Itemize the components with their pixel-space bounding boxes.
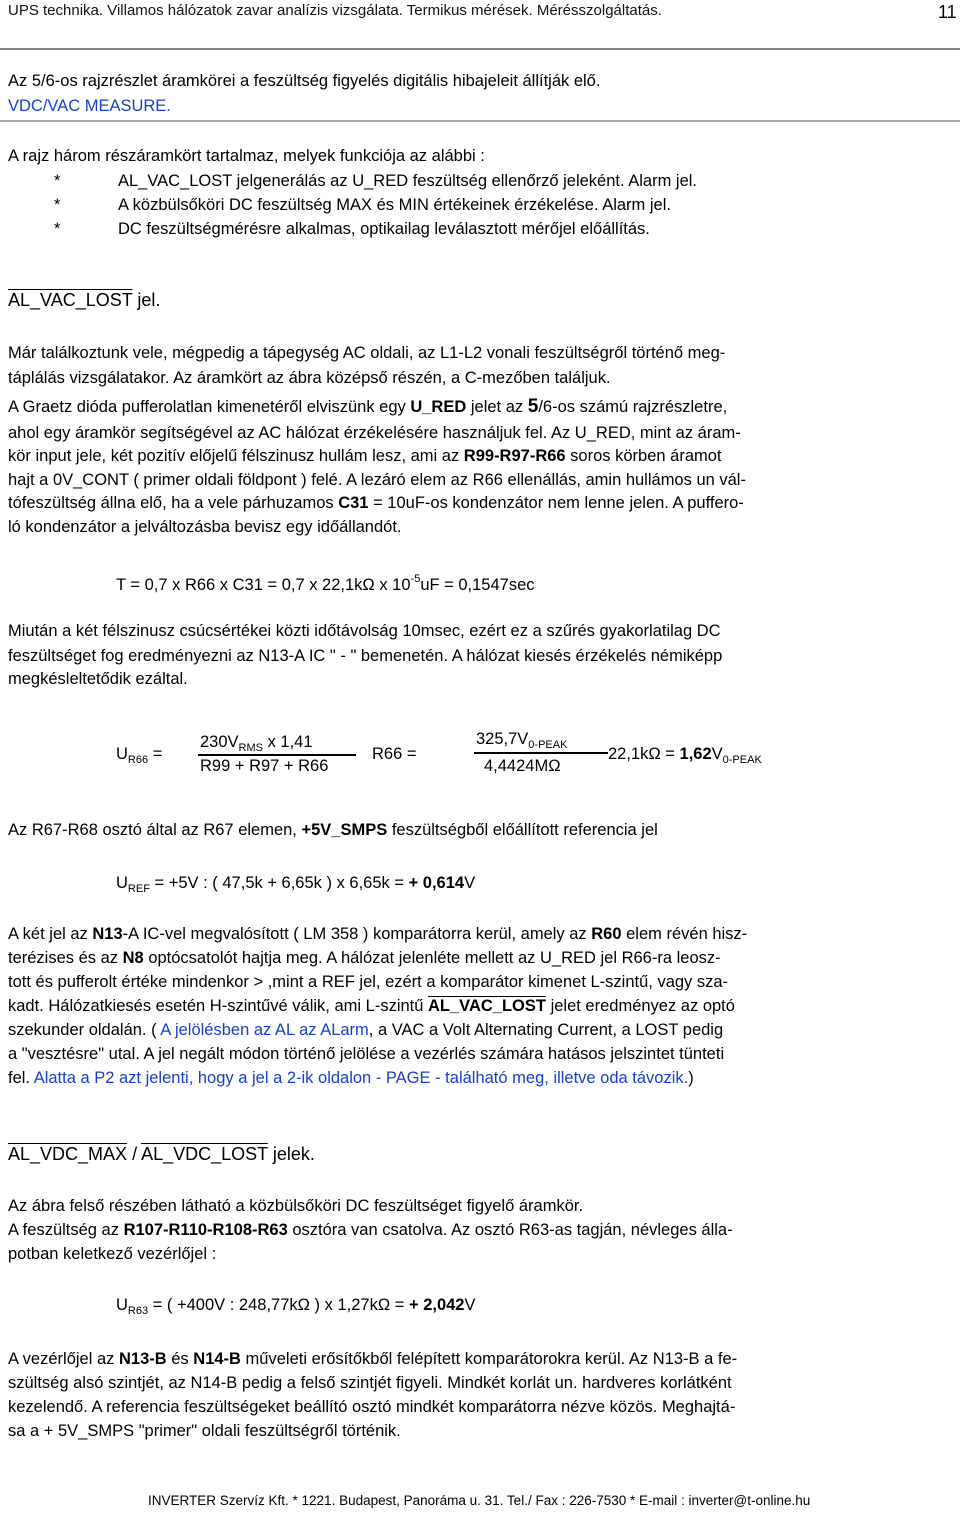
bullet-item: DC feszültségmérésre alkalmas, optikailag leválasztott mérőjel előállítás. <box>118 220 650 238</box>
paragraph-line: szültség alsó szintjét, az N14-B pedig a felső szintjét figyeli. Mindkét korlát un. hardveres korlátként <box>8 1374 732 1392</box>
formula-time-constant: T = 0,7 x R66 x C31 = 0,7 x 22,1kΩ x $10^{-5}uF = 0,1547\sec$ <box>116 573 535 594</box>
intro-measure-label: VDC/VAC MEASURE. <box>8 97 171 115</box>
paragraph-line: A Graetz dióda pufferolatlan kimenetéről elviszünk egy U_RED jelet az 5/6-os számú rajzrészletre, <box>8 396 728 417</box>
paragraph-line: A feszültség az R107-R110-R108-R63 osztóra van csatolva. Az osztó R63-as tagján, névleges álla- <box>8 1221 733 1239</box>
paragraph-line: ahol egy áramkör segítségével az AC hálózat érzékelésére használjuk fel. Az U_RED, mint az áram- <box>8 424 741 442</box>
formula-r66-denominator: 4,4424MΩ <box>484 757 561 775</box>
paragraph-line: Az R67-R68 osztó által az R67 elemen, +5V_SMPS feszültségből előállított referencia jel <box>8 821 658 839</box>
paragraph-line: sa a + 5V_SMPS "primer" oldali feszültségről történik. <box>8 1422 401 1440</box>
paragraph-line: megkésleltetődik ezáltal. <box>8 670 188 688</box>
paragraph-line: Miután a két félszinusz csúcsértékei közti időtávolság 10msec, ezért ez a szűrés gyakorlatilag DC <box>8 622 721 640</box>
bullet-marker: * <box>54 220 61 238</box>
header-divider <box>0 48 960 50</box>
bullet-item: AL_VAC_LOST jelgenerálás az U_RED feszültség ellenőrző jeleként. Alarm jel. <box>118 172 698 190</box>
paragraph-line: táplálás vizsgálatakor. Az áramkört az ábra középső részén, a C-mezőben találjuk. <box>8 369 611 387</box>
paragraph-line: ló kondenzátor a jelváltozásba bevisz egy időállandót. <box>8 518 402 536</box>
paragraph-line: hajt a 0V_CONT ( primer oldali földpont ) felé. A lezáró elem az R66 ellenállás, amin hullámos un vál- <box>8 471 746 489</box>
formula-ur66-lhs: $U_{R66}$ = <box>116 745 163 766</box>
bullet-item: A közbülsőköri DC feszültség MAX és MIN értékeinek érzékelése. Alarm jel. <box>118 196 671 214</box>
bullet-marker: * <box>54 172 61 190</box>
paragraph-line: kör input jele, két pozitív előjelű félszinusz hullám lesz, ami az R99-R97-R66 soros körben áramot <box>8 447 722 465</box>
formula-r66-result: $22,1k\Omega = 1,62V_{0-PEAK}$ <box>608 745 762 766</box>
paragraph-line: Már találkoztunk vele, mégpedig a tápegység AC oldali, az L1-L2 vonali feszültségről történő meg- <box>8 344 726 362</box>
intro-divider <box>0 120 960 122</box>
formula-ur66-numerator: $230V_{RMS}$ x 1,41 <box>200 733 313 754</box>
paragraph-line: A két jel az N13-A IC-vel megvalósított ( LM 358 ) komparátorra kerül, amely az R60 elem révén hisz- <box>8 925 748 943</box>
page-header-title: UPS technika. Villamos hálózatok zavar analízis vizsgálata. Termikus mérések. Mérésszolgáltatás. <box>8 2 662 19</box>
bullet-marker: * <box>54 196 61 214</box>
page-footer: INVERTER Szervíz Kft. * 1221. Budapest, Panoráma u. 31. Tel./ Fax : 226-7530 * E-mail : inverter@t-online.hu <box>148 1493 811 1508</box>
paragraph-line: potban keletkező vezérlőjel : <box>8 1245 217 1263</box>
formula-uref: $U_{REF} = +5V$ : ( 47,5k + 6,65k ) x 6,65k = + 0,614V <box>116 874 476 895</box>
page-number: 11 <box>938 2 957 22</box>
paragraph-line: terézises és az N8 optócsatolót hajtja meg. A hálózat jelenléte mellett az U_RED jel R66-ra leosz- <box>8 949 721 967</box>
formula-ur66-denominator: R99 + R97 + R66 <box>200 757 329 775</box>
parts-lead: A rajz három részáramkört tartalmaz, melyek funkciója az alábbi : <box>8 147 485 165</box>
formula-r66-numerator: $325,7V_{0-PEAK}$ <box>476 730 568 751</box>
formula-ur63: $U_{R63}$ = ( +400V : 248,77kΩ ) x 1,27kΩ = + 2,042V <box>116 1296 476 1317</box>
paragraph-line: Az ábra felső részében látható a közbülsőköri DC feszültséget figyelő áramkör. <box>8 1197 584 1215</box>
formula-r66-lhs: R66 = <box>372 745 417 763</box>
paragraph-line: kezelendő. A referencia feszültségeket beállító osztó mindkét komparátorra nézve közös. Meghajtá- <box>8 1398 736 1416</box>
paragraph-line: tott és pufferolt értéke mindenkor > ,mint a REF jel, ezért a komparátor kimenet L-szintű, vagy sza- <box>8 973 729 991</box>
fraction-bar <box>474 752 608 754</box>
section-title: AL_VDC_MAX / AL_VDC_LOST jelek. <box>8 1144 315 1164</box>
paragraph-line: A vezérlőjel az N13-B és N14-B műveleti erősítőkből felépített komparátorokra kerül. Az N13-B a fe- <box>8 1350 738 1368</box>
paragraph-line: kadt. Hálózatkiesés esetén H-szintűvé válik, ami L-szintű AL_VAC_LOST jelet eredményez az optó <box>8 997 735 1015</box>
paragraph-line: tófeszültség állna elő, ha a vele párhuzamos C31 = 10uF-os kondenzátor nem lenne jelen. A puffero- <box>8 494 744 512</box>
paragraph-line: a "vesztésre" utal. A jel negált módon történő jelölése a vezérlés számára hatásos jelszintet tünteti <box>8 1045 725 1063</box>
paragraph-line: fel. Alatta a P2 azt jelenti, hogy a jel a 2-ik oldalon - PAGE - található meg, illetve oda távozik.) <box>8 1069 694 1087</box>
paragraph-line: feszültséget fog eredményezni az N13-A IC " - " bemenetén. A hálózat kiesés érzékelés némiképp <box>8 647 723 665</box>
intro-line: Az 5/6-os rajzrészlet áramkörei a feszültség figyelés digitális hibajeleit állítják elő. <box>8 72 601 90</box>
paragraph-line: szekunder oldalán. ( A jelölésben az AL az ALarm, a VAC a Volt Alternating Current, a LOST pedig <box>8 1021 724 1039</box>
section-title: AL_VAC_LOST jel. <box>8 290 161 310</box>
